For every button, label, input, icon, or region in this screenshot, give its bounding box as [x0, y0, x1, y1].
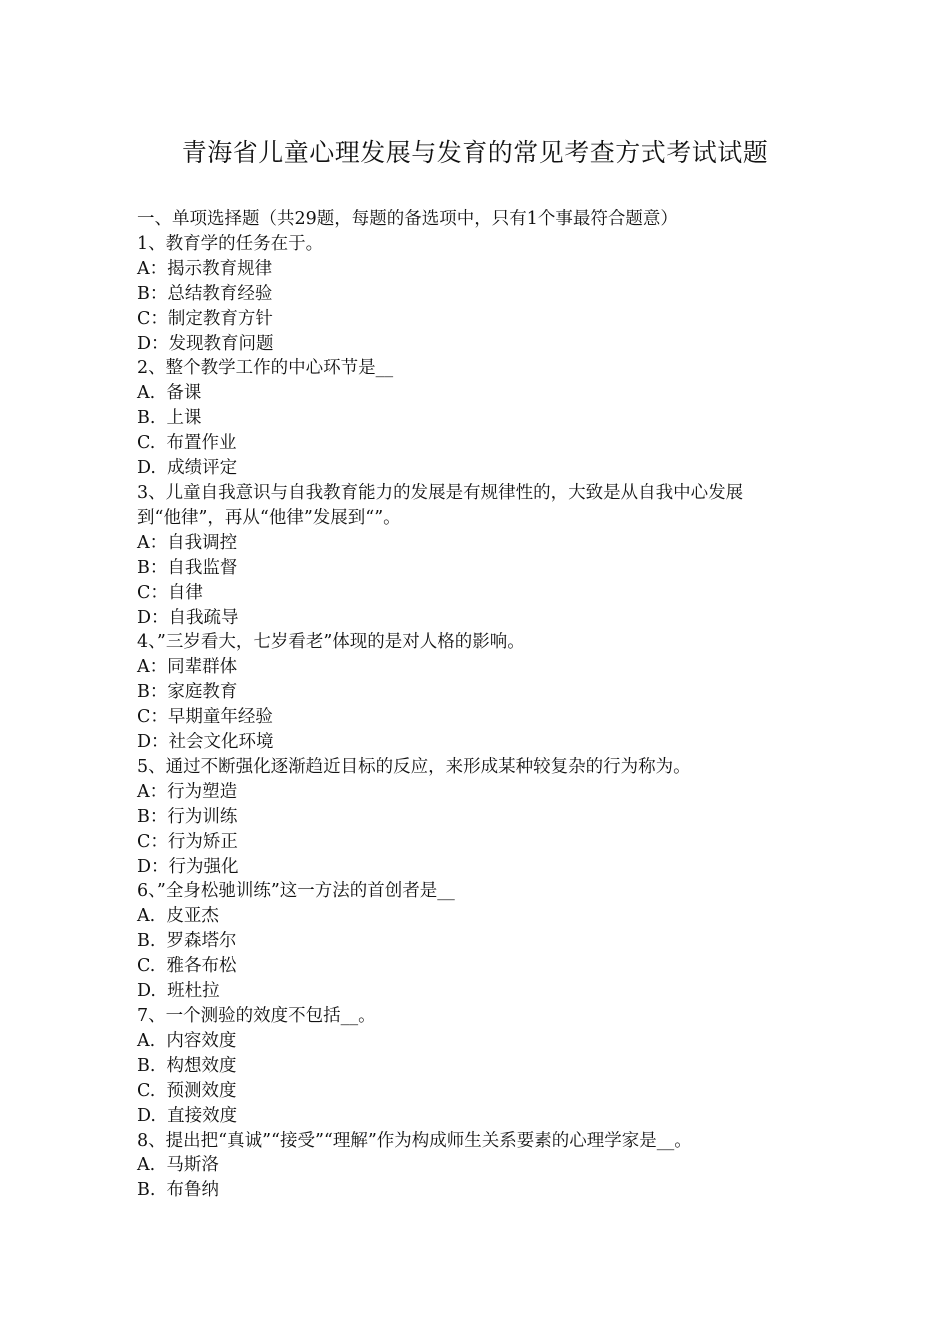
option-d: D. 成绩评定: [137, 458, 238, 479]
option-b: B. 构想效度: [137, 1055, 237, 1076]
question-stem: 7、一个测验的效度不包括__。: [137, 1006, 376, 1026]
question-block: [137, 481, 817, 630]
option-a: A. 内容效度: [137, 1030, 237, 1051]
option-c: C. 雅各布松: [137, 956, 237, 977]
option-b: B：行为训练: [137, 806, 238, 827]
question-block: [137, 1004, 817, 1129]
question-stem: 6、”全身松驰训练”这一方法的首创者是__: [137, 881, 455, 902]
question-stem: 3、儿童自我意识与自我教育能力的发展是有规律性的，大致是从自我中心发展: [137, 482, 744, 503]
question-stem: 5、通过不断强化逐渐趋近目标的反应，来形成某种较复杂的行为称为。: [137, 756, 691, 777]
exam-content: [137, 207, 817, 1203]
question-stem: 8、提出把“真诚”“接受”“理解”作为构成师生关系要素的心理学家是__。: [137, 1130, 692, 1151]
option-d: D：自我疏导: [137, 607, 239, 628]
option-b: B. 罗森塔尔: [137, 931, 237, 952]
option-d: D：社会文化环境: [137, 732, 274, 753]
option-a: A：同辈群体: [137, 657, 238, 678]
option-a: A：行为塑造: [137, 781, 238, 802]
question-block: [137, 1129, 817, 1204]
option-b: B：总结教育经验: [137, 283, 273, 304]
question-block: [137, 356, 817, 481]
option-b: B：家庭教育: [137, 682, 238, 703]
question-block: [137, 232, 817, 357]
question-stem: 2、整个教学工作的中心环节是__: [137, 358, 394, 379]
option-a: A. 备课: [137, 383, 202, 404]
option-a: A：揭示教育规律: [137, 258, 273, 279]
question-block: [137, 630, 817, 755]
option-b: B. 布鲁纳: [137, 1180, 220, 1201]
question-stem: 4、”三岁看大，七岁看老”体现的是对人格的影响。: [137, 632, 525, 653]
question-stem: 1、教育学的任务在于。: [137, 233, 324, 254]
option-c: C. 布置作业: [137, 433, 237, 454]
question-block: [137, 755, 817, 880]
option-d: D：发现教育问题: [137, 333, 274, 354]
question-stem-continued: 到“他律”，再从“他律”发展到“”。: [137, 507, 401, 528]
option-d: D：行为强化: [137, 856, 239, 877]
option-a: A. 马斯洛: [137, 1155, 219, 1176]
option-d: D. 班杜拉: [137, 981, 220, 1002]
question-block: [137, 879, 817, 1004]
document-title: 青海省儿童心理发展与发育的常见考查方式考试试题: [181, 138, 769, 167]
option-b: B. 上课: [137, 408, 202, 429]
option-b: B：自我监督: [137, 557, 238, 578]
option-d: D. 直接效度: [137, 1105, 238, 1126]
option-c: C：自律: [137, 582, 203, 603]
option-a: A. 皮亚杰: [137, 906, 219, 927]
option-c: C：行为矫正: [137, 831, 238, 852]
option-c: C：早期童年经验: [137, 707, 273, 728]
section-heading: 一、单项选择题（共29题，每题的备选项中，只有1个事最符合题意）: [137, 209, 678, 229]
option-a: A：自我调控: [137, 532, 238, 553]
option-c: C：制定教育方针: [137, 308, 273, 329]
option-c: C. 预测效度: [137, 1080, 237, 1101]
